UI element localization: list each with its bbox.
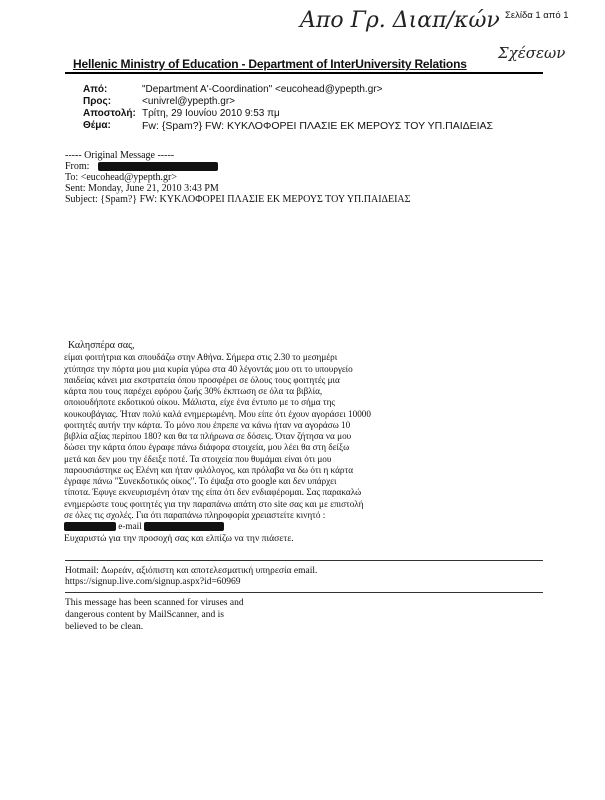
handwritten-note-continued: Σχέσεων <box>498 44 566 62</box>
body-line: δώσει την κάρτα όπου έγραφε πάνω διάφορα στοιχεία, μου λέει θα στη δείξω <box>64 442 350 452</box>
page-number: Σελίδα 1 από 1 <box>505 10 569 21</box>
body-line: βιβλία αξίας περίπου 180? και θα τα πλήρωνα σε δόσεις. Όταν ζήτησα να μου <box>64 431 352 441</box>
body-line: σε όλες τις σχολές. Για ότι παραπάνω πληροφορία χρειαστείτε κινητό : <box>64 510 326 520</box>
body-line: χτύπησε την πόρτα μου μια κυρία γύρω στα 40 λέγοντάς μου οτι το υπουργείο <box>64 364 353 374</box>
body-line: μετά και δεν μου την έδειξε ποτέ. Τα στοιχεία που θυμάμαι είναι ότι μου <box>64 454 332 464</box>
body-line: έγραφε πάνω "Συνεκδοτικός οίκος". Το έψαξα στο google και δεν υπάρχει <box>64 476 337 486</box>
original-from <box>65 161 218 172</box>
body-line: παιδείας κάνει μια εκστρατεία όπου προσφέρει σε όλους τους φοιτητές μια <box>64 375 340 385</box>
body-line: κάρτα που τους παρέχει εφόρου ζωής 30% έκπτωση σε όλα τα βιβλία, <box>64 386 323 396</box>
subject-label: Θέμα: <box>83 120 111 131</box>
sent-label: Αποστολή: <box>83 108 136 119</box>
greeting: Καλησπέρα σας, <box>68 340 135 351</box>
body-line: οποιουδήποτε εκδοτικού οίκου. Μάλιστα, είχε ένα έντυπο με το σήμα της <box>64 397 336 407</box>
contact-line <box>64 521 224 531</box>
subject-value: Fw: {Spam?} FW: ΚΥΚΛΟΦΟΡΕΙ ΠΛΑΣΙΕ ΕΚ ΜΕΡΟΥΣ ΤΟΥ ΥΠ.ΠΑΙΔΕΙΑΣ <box>142 120 494 132</box>
redacted-sender <box>98 162 218 171</box>
from-value: "Department A'-Coordination" <eucohead@ypepth.gr> <box>142 84 383 95</box>
hotmail-link[interactable]: https://signup.live.com/signup.aspx?id=60969 <box>65 577 241 587</box>
original-to: To: <eucohead@ypepth.gr> <box>65 172 177 183</box>
footer-divider <box>65 560 543 561</box>
hotmail-promo: Hotmail: Δωρεάν, αξιόπιστη και αποτελεσματική υπηρεσία email. <box>65 566 318 576</box>
sent-value: Τρίτη, 29 Ιουνίου 2010 9:53 πμ <box>142 108 280 119</box>
scanner-notice: dangerous content by MailScanner, and is <box>65 610 224 620</box>
body-line: κουκουβάγιας. Ήταν πολύ καλά ενημερωμένη. Μου είπε ότι έχουν αγοράσει 10000 <box>64 409 371 419</box>
handwritten-note: Απο Γρ. Διαπ/κών <box>300 8 500 33</box>
redacted-email <box>144 522 224 531</box>
original-message-divider: ----- Original Message ----- <box>65 150 175 161</box>
body-line: ενημερώστε τους φοιτητές για την παραπάνω απάτη στο site σας και με επιστολή <box>64 499 364 509</box>
scanner-notice: believed to be clean. <box>65 622 144 632</box>
to-value: <univrel@ypepth.gr> <box>142 96 235 107</box>
to-label: Προς: <box>83 96 112 107</box>
original-from-label: From: <box>65 161 90 172</box>
redacted-phone <box>64 522 116 531</box>
original-sent: Sent: Monday, June 21, 2010 3:43 PM <box>65 183 219 194</box>
footer-divider-2 <box>65 592 543 593</box>
from-label: Από: <box>83 84 108 95</box>
scanner-notice: This message has been scanned for viruses and <box>65 598 244 608</box>
header-divider <box>65 72 543 74</box>
original-subject: Subject: {Spam?} FW: ΚΥΚΛΟΦΟΡΕΙ ΠΛΑΣΙΕ ΕΚ ΜΕΡΟΥΣ ΤΟΥ ΥΠ.ΠΑΙΔΕΙΑΣ <box>65 194 411 205</box>
body-line: είμαι φοιτήτρια και σπουδάζω στην Αθήνα. Σήμερα στις 2.30 το μεσημέρι <box>64 352 338 362</box>
email-prefix: e-mail <box>118 521 142 531</box>
closing-line: Ευχαριστώ για την προσοχή σας και ελπίζω να την πιάσετε. <box>64 533 294 544</box>
organization-title: Hellenic Ministry of Education - Department of InterUniversity Relations <box>73 57 467 71</box>
body-line: παρουσιάστηκε ως Ελένη και ήταν φιλόλογος, και πρόλαβα να δω ότι η κάρτα <box>64 465 354 475</box>
body-line: φοιτητές αυτήν την κάρτα. Το μόνο που έπρεπε να κάνω ήταν να αγοράσω 10 <box>64 420 351 430</box>
body-line: τίποτα. Έφυγε εκνευρισμένη όταν της είπα ότι δεν ενδιαφέρομαι. Σας παρακαλώ <box>64 487 362 497</box>
